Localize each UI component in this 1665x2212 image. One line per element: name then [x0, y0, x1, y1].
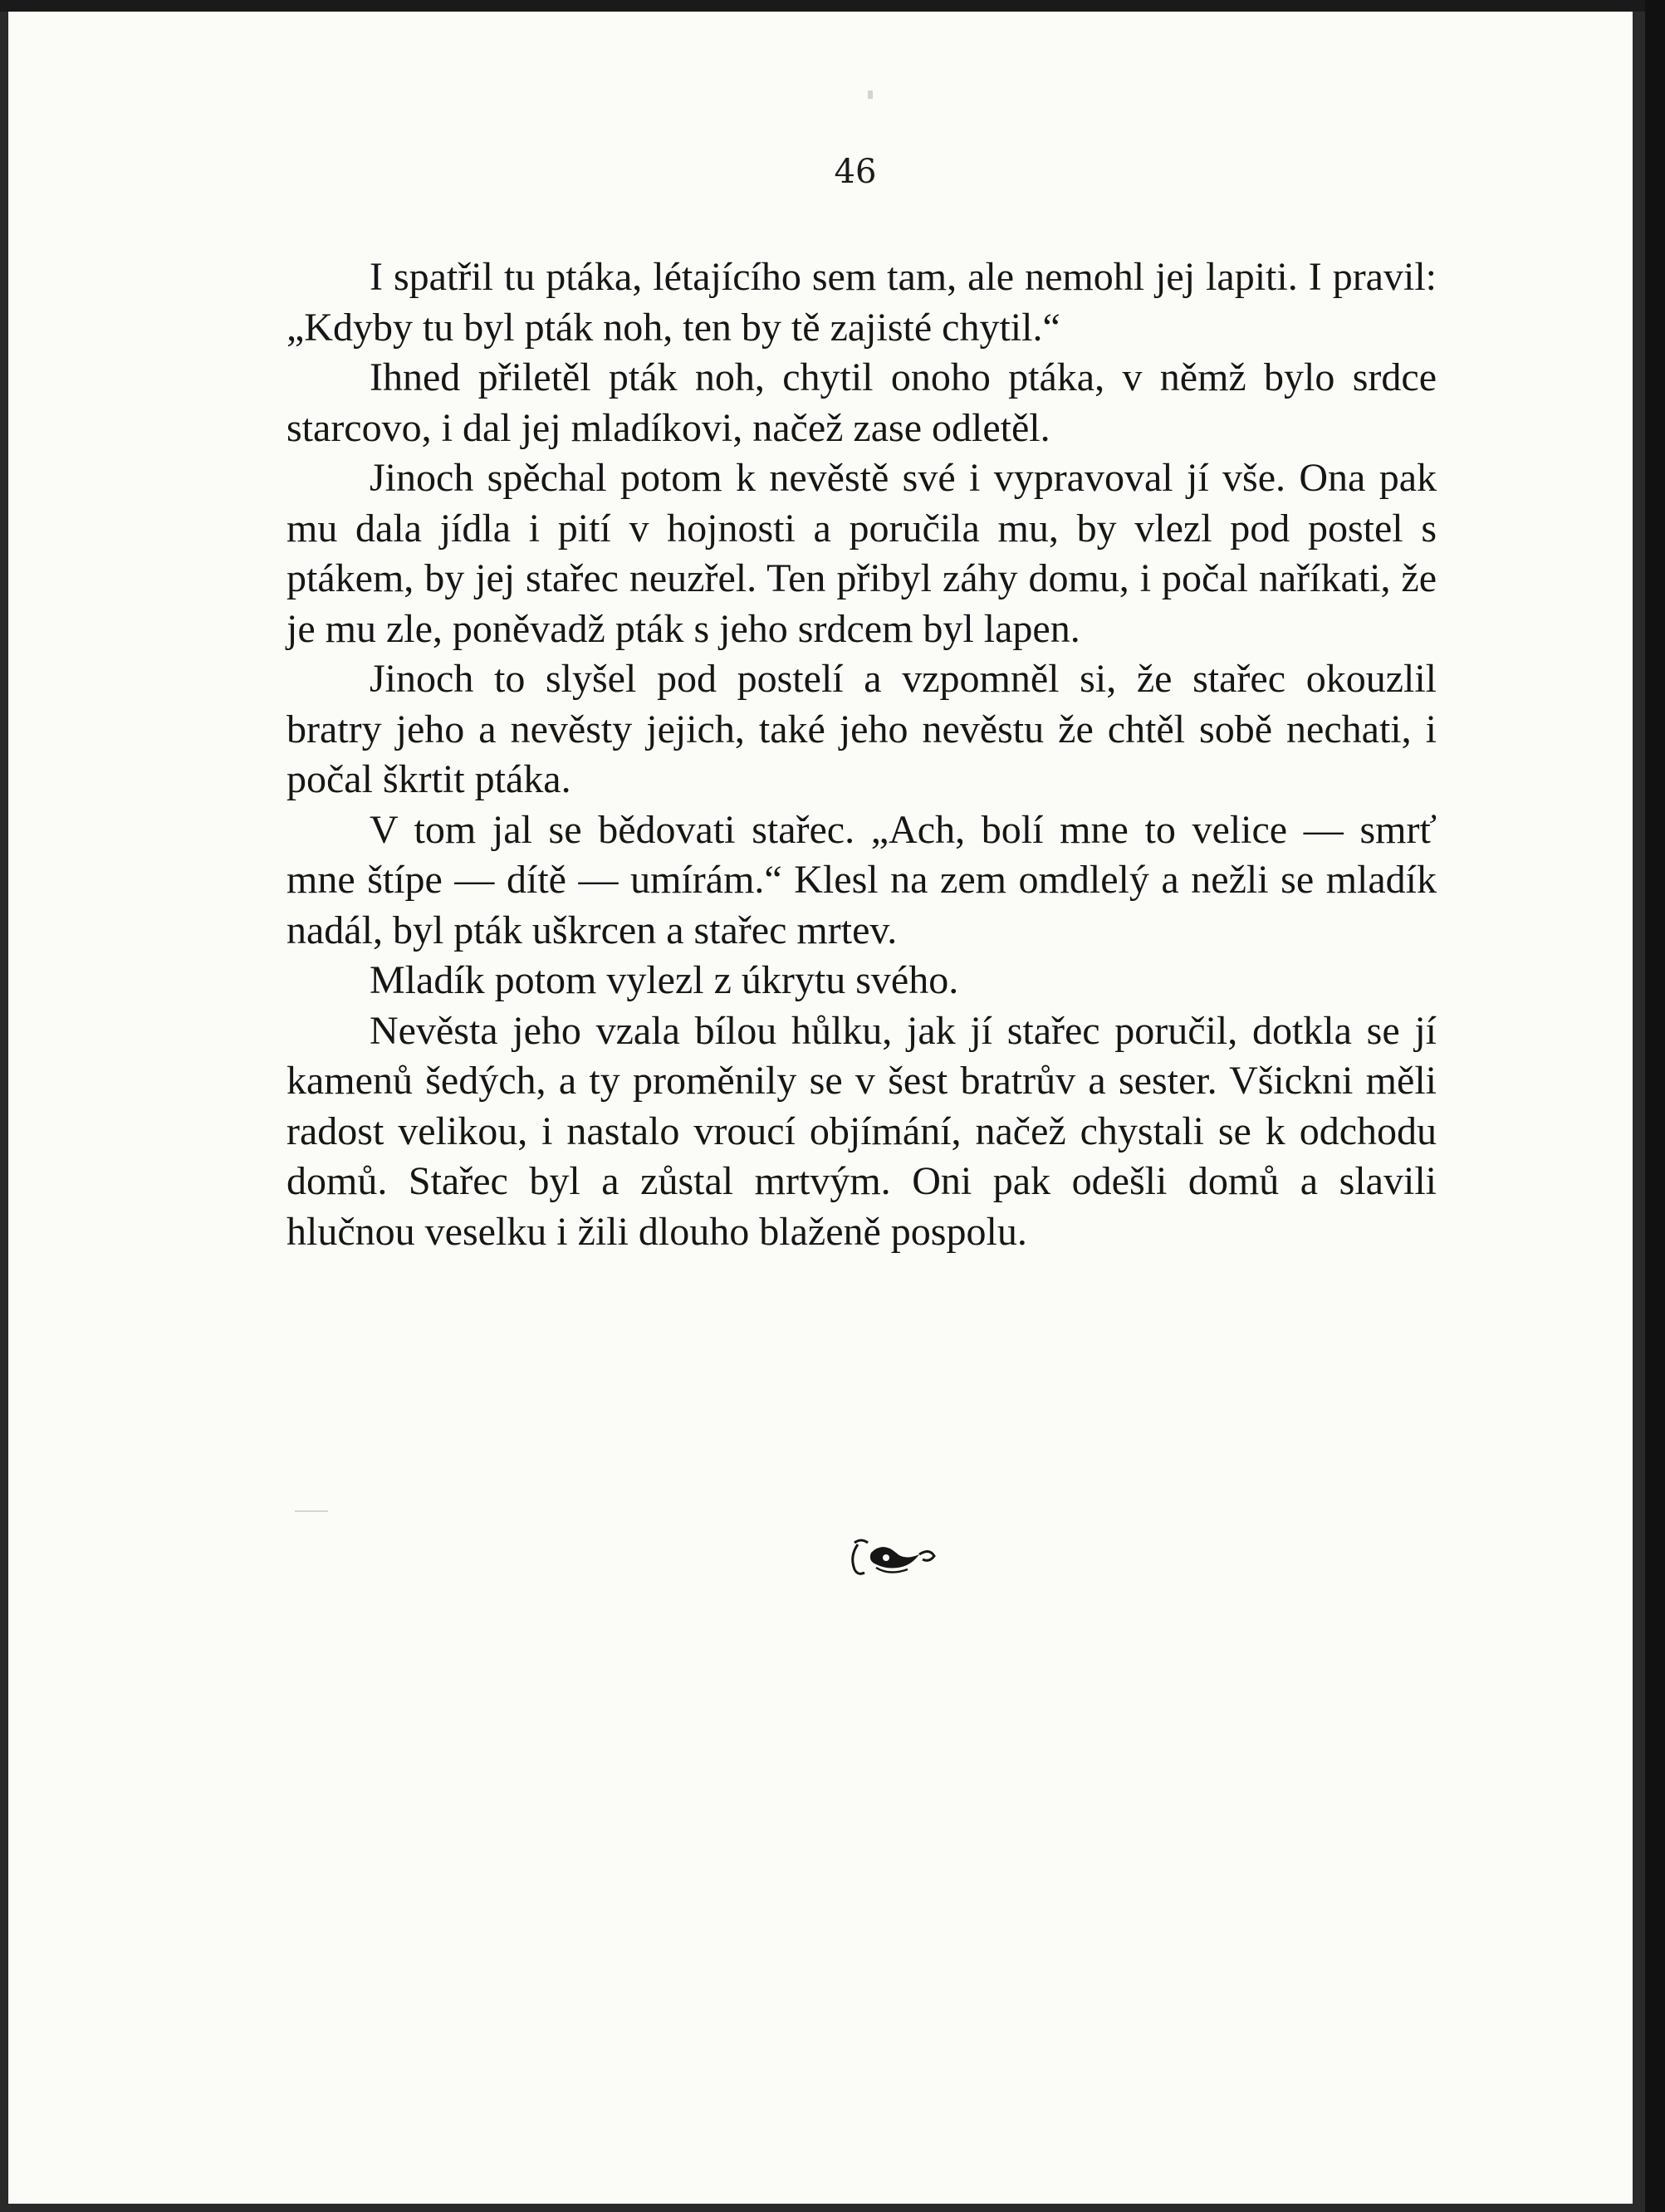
page-number: 46 [834, 153, 877, 191]
paragraph: V tom jal se bědovati stařec. „Ach, bolí mne to velice — smrť mne štípe — dítě — umírám.“ Klesl na zem omdlelý a nežli se mladík nadál, byl pták uškrcen a stařec mrtev. [286, 807, 1437, 952]
scan-edge-top [0, 0, 1665, 12]
paragraph: Nevěsta jeho vzala bílou hůlku, jak jí stařec poručil, dotkla se jí kamenů šedých, a ty proměnily se v šest bratrův a sester. Všickni měli radost velikou, i nastalo vroucí objímání, načež chystali se k odchodu domů. Stařec byl a zůstal mrtvým. Oni pak odešli domů a slavili hlučnou veselku i žili dlouho blaženě pospolu. [286, 1008, 1437, 1254]
paragraph: Jinoch to slyšel pod postelí a vzpomněl si, že stařec okouzlil bratry jeho a nevěsty jejich, také jeho nevěstu že chtěl sobě nechati, i počal škrtit ptáka. [286, 657, 1437, 801]
book-page [8, 12, 1633, 2204]
scan-speck [868, 91, 873, 99]
paragraph: Mladík potom vylezl z úkrytu svého. [370, 958, 959, 1002]
body-text [286, 252, 1437, 1257]
paragraph: Ihned přiletěl pták noh, chytil onoho ptáka, v němž bylo srdce starcovo, i dal jej mladíkovi, načež zase odletěl. [286, 355, 1437, 450]
scan-edge-right [1645, 0, 1665, 2212]
fleuron-ornament-icon [843, 1533, 943, 1583]
paragraph: I spatřil tu ptáka, létajícího sem tam, ale nemohl jej lapiti. I pravil: „Kdyby tu byl pták noh, ten by tě zajisté chytil.“ [286, 255, 1437, 350]
paragraph: Jinoch spěchal potom k nevěstě své i vypravoval jí vše. Ona pak mu dala jídla i pití v hojnosti a poručila mu, by vlezl pod postel s ptákem, by jej stařec neuzřel. Ten přibyl záhy domu, i počal naříkati, že je mu zle, poněvadž pták s jeho srdcem byl lapen. [286, 456, 1437, 651]
scan-speck [295, 1510, 328, 1512]
